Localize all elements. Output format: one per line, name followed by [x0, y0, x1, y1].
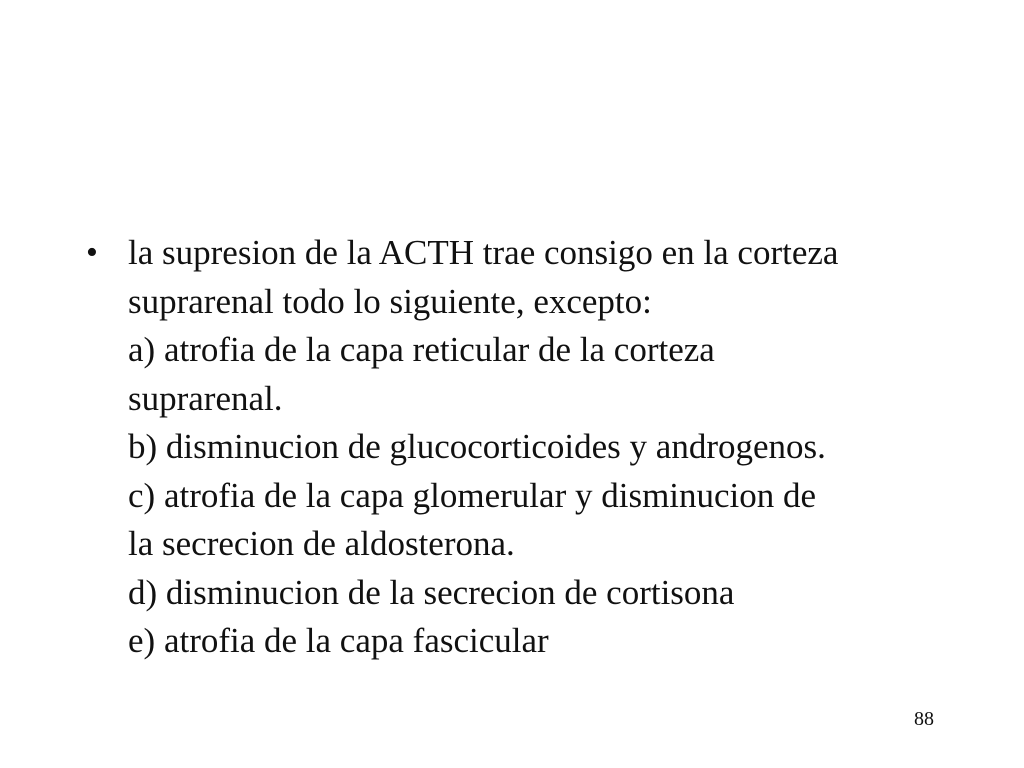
- question-line: la supresion de la ACTH trae consigo en la corteza: [128, 233, 839, 272]
- question-bullet-block: [86, 229, 966, 666]
- option-b-line: b) disminucion de glucocorticoides y androgenos.: [128, 427, 826, 466]
- bullet-item: [86, 229, 966, 666]
- question-line: suprarenal todo lo siguiente, excepto:: [128, 281, 652, 321]
- option-c-line: la secrecion de aldosterona.: [128, 524, 515, 563]
- option-e-line: e) atrofia de la capa fascicular: [128, 621, 549, 660]
- question-text: [128, 229, 966, 666]
- option-c-line: c) atrofia de la capa glomerular y disminucion de: [128, 475, 817, 515]
- option-d-line: d) disminucion de la secrecion de cortisona: [128, 572, 735, 612]
- option-a-line: suprarenal.: [128, 378, 283, 418]
- bullet-icon: •: [86, 234, 98, 271]
- option-a-line: a) atrofia de la capa reticular de la corteza: [128, 330, 715, 369]
- page-number: 88: [914, 708, 934, 730]
